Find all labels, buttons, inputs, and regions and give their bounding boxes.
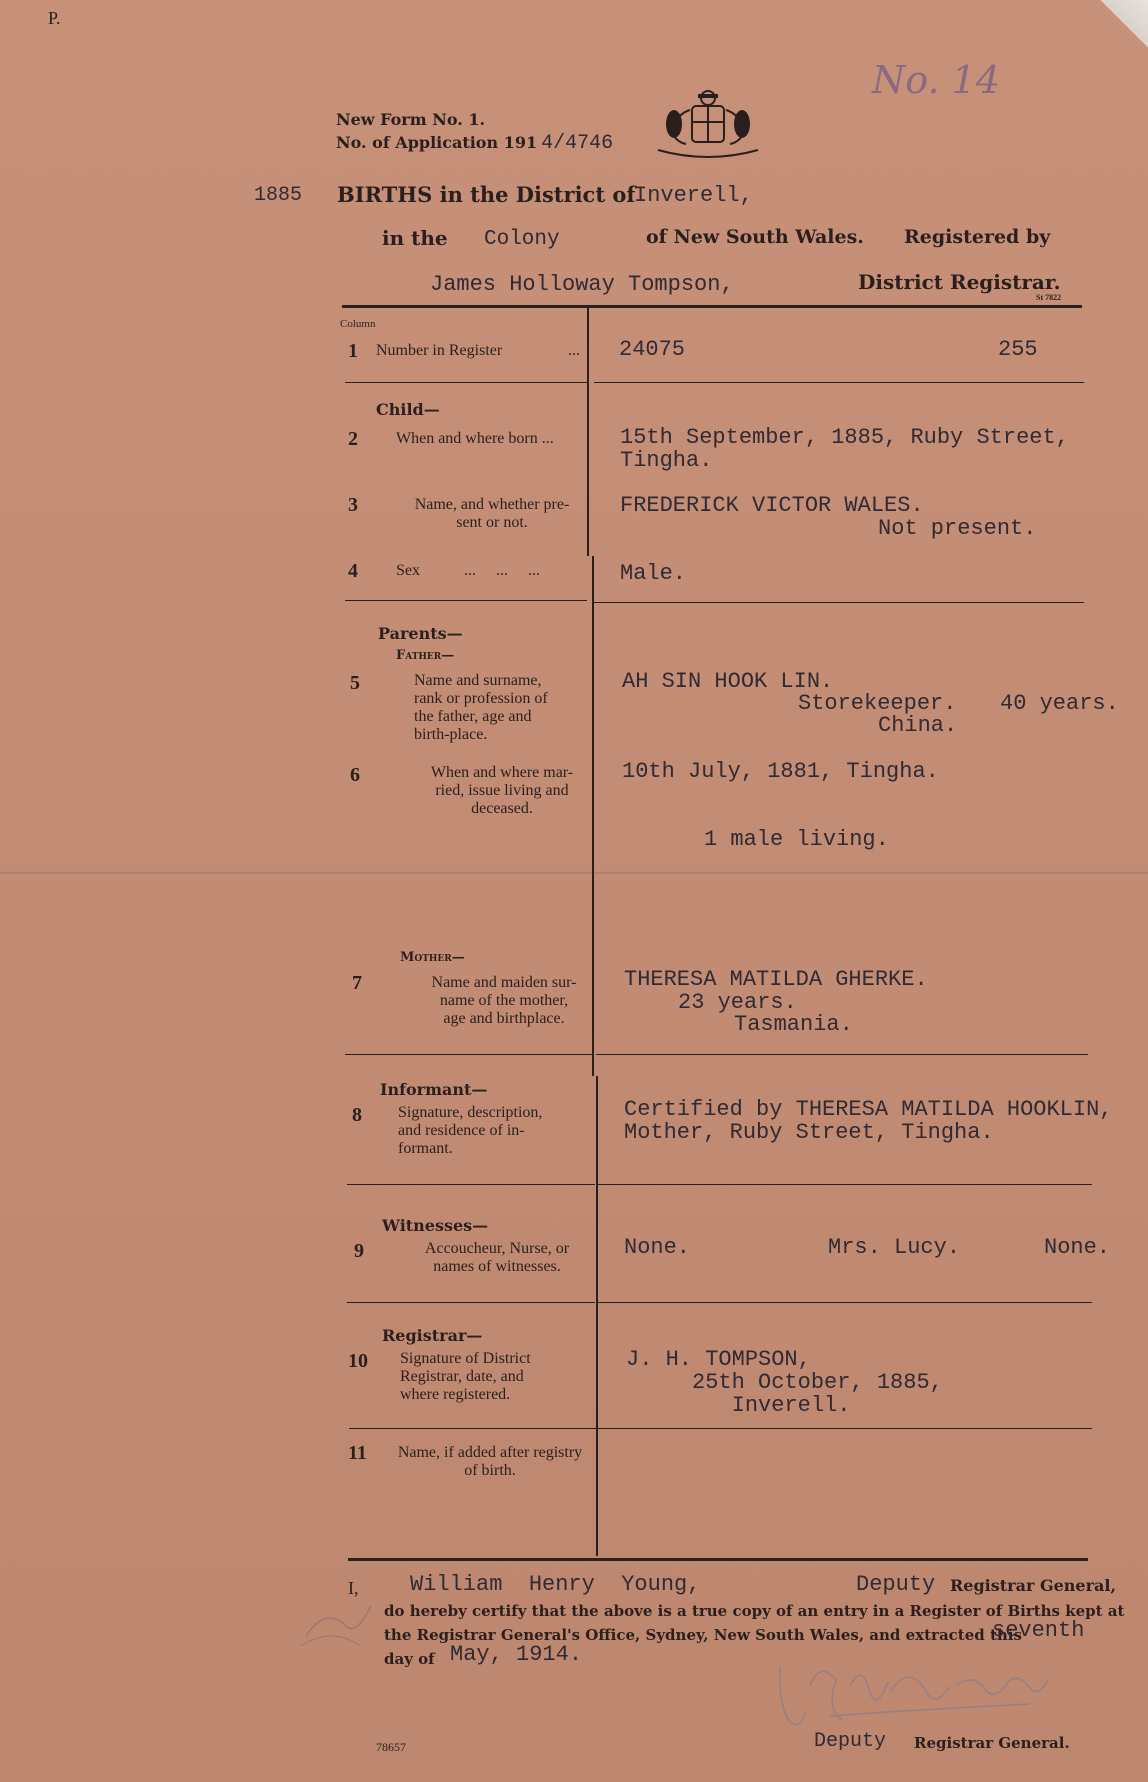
row-8-label: Signature, description, and residence of in- formant. [398, 1104, 543, 1157]
form-number: New Form No. 1. [336, 110, 486, 129]
cert-day: seventh [992, 1618, 1085, 1643]
row-rule-value [598, 1428, 1092, 1429]
row-7-number: 7 [352, 972, 362, 994]
row-9-label: Accoucheur, Nurse, or names of witnesses. [424, 1240, 570, 1275]
mother-name: THERESA MATILDA GHERKE. [624, 967, 928, 992]
handwritten-number: No. 14 [872, 58, 1000, 102]
table-top-rule [342, 305, 1082, 308]
district: Inverell, [634, 183, 753, 208]
cert-text-line1: do hereby certify that the above is a true copy of an entry in a Register of Births kept at [384, 1602, 1125, 1620]
child-name: FREDERICK VICTOR WALES. [620, 493, 924, 518]
row-3-label: Name, and whether pre- sent or not. [414, 496, 570, 531]
application-prefix: No. of Application 191 [336, 133, 538, 152]
cert-day-of: day of [384, 1650, 435, 1668]
row-2-number: 2 [348, 428, 358, 450]
father-birthplace: China. [878, 713, 958, 738]
father-name: AH SIN HOOK LIN. [622, 669, 834, 694]
row-6-number: 6 [350, 764, 360, 786]
section-parents: Parents— [378, 624, 463, 643]
registered-by: Registered by [904, 226, 1051, 248]
certifier-name: William Henry Young, [410, 1572, 701, 1597]
subsection-mother: Mother— [400, 950, 465, 965]
district-registrar: District Registrar. [858, 270, 1061, 294]
paper-fold [0, 872, 1148, 874]
row-rule-value [596, 1054, 1088, 1055]
row-4-number: 4 [348, 560, 358, 582]
cert-i: I, [348, 1578, 359, 1598]
application-line [336, 132, 613, 155]
registrar-name: James Holloway Tompson, [430, 272, 734, 297]
sign-deputy: Deputy [814, 1730, 887, 1753]
accoucheur: None. [624, 1235, 691, 1260]
row-1-dots: ... [568, 342, 580, 359]
footer-number: 78657 [376, 1740, 406, 1754]
father-occupation: Storekeeper. [798, 691, 957, 716]
row-11-number: 11 [348, 1442, 367, 1464]
informant-details: Certified by THERESA MATILDA HOOKLIN, Mother, Ruby Street, Tingha. [624, 1097, 1113, 1145]
row-1-number: 1 [348, 340, 358, 362]
application-number: 4/4746 [541, 132, 614, 155]
row-4-label: Sex [396, 562, 420, 579]
row-rule-label [347, 1184, 595, 1185]
cert-registrar-general: Registrar General, [950, 1576, 1117, 1595]
small-code: St 7822 [1036, 293, 1062, 302]
corner-mark: P. [48, 8, 61, 28]
of-nsw: of New South Wales. [646, 226, 864, 248]
subsection-father: Father— [396, 648, 455, 663]
mother-birthplace: Tasmania. [734, 1012, 853, 1037]
row-10-label: Signature of District Registrar, date, and where registered. [400, 1350, 531, 1403]
mother-age: 23 years. [678, 990, 797, 1015]
row-rule-label [345, 382, 587, 383]
section-informant: Informant— [380, 1080, 488, 1099]
child-present: Not present. [878, 516, 1037, 541]
witnesses: None. [1044, 1235, 1111, 1260]
registrar-signature: J. H. TOMPSON, 25th October, 1885, Inverell. [626, 1347, 943, 1418]
section-witnesses: Witnesses— [382, 1216, 489, 1235]
cert-text-line2: the Registrar General's Office, Sydney, New South Wales, and extracted this [384, 1626, 1022, 1644]
row-rule-value [598, 1184, 1092, 1185]
row-rule-label [345, 1054, 593, 1055]
row-9-number: 9 [354, 1240, 364, 1262]
row-5-label: Name and surname, rank or profession of the father, age and birth-place. [414, 672, 548, 743]
nurse: Mrs. Lucy. [828, 1235, 961, 1260]
row-11-label: Name, if added after registry of birth. [397, 1444, 583, 1479]
coat-of-arms-icon [652, 88, 764, 160]
deputy-signature-icon [770, 1656, 1090, 1736]
birth-date-place: 15th September, 1885, Ruby Street, Tingha. [620, 425, 1069, 473]
issue-living: 1 male living. [704, 827, 889, 852]
row-2-label: When and where born ... [396, 430, 554, 447]
register-page: 255 [998, 337, 1038, 362]
row-1-label: Number in Register [376, 342, 503, 359]
stamp-flourish-icon [296, 1596, 376, 1656]
births-heading: BIRTHS in the District of [337, 182, 636, 207]
cert-deputy: Deputy [856, 1572, 936, 1597]
sign-registrar-general: Registrar General. [914, 1734, 1070, 1752]
table-bottom-rule [348, 1558, 1088, 1561]
row-7-label: Name and maiden sur- name of the mother, age and birthplace. [431, 974, 577, 1027]
register-number: 24075 [619, 337, 686, 362]
row-rule-value [594, 382, 1084, 383]
row-rule-label [347, 1302, 595, 1303]
marriage-details: 10th July, 1881, Tingha. [622, 759, 939, 784]
row-6-label: When and where mar- ried, issue living and deceased. [430, 764, 574, 817]
row-10-number: 10 [348, 1350, 368, 1372]
cert-month-year: May, 1914. [450, 1642, 583, 1667]
row-5-number: 5 [350, 672, 360, 694]
row-3-number: 3 [348, 494, 358, 516]
colony: Colony [484, 228, 560, 251]
row-rule-value [594, 602, 1084, 603]
row-rule-label [345, 600, 587, 601]
sex-value: Male. [620, 561, 687, 586]
row-4-dots: ... ... ... [464, 562, 540, 579]
section-registrar: Registrar— [382, 1326, 483, 1345]
row-rule-value [598, 1302, 1092, 1303]
column-divider-3 [596, 1076, 598, 1556]
year: 1885 [254, 184, 303, 207]
father-age: 40 years. [1000, 691, 1119, 716]
section-child: Child— [376, 400, 440, 419]
column-label: Column [340, 318, 376, 330]
in-the: in the [382, 226, 448, 250]
row-rule-label [349, 1428, 597, 1429]
row-8-number: 8 [352, 1104, 362, 1126]
torn-corner [1095, 0, 1148, 60]
